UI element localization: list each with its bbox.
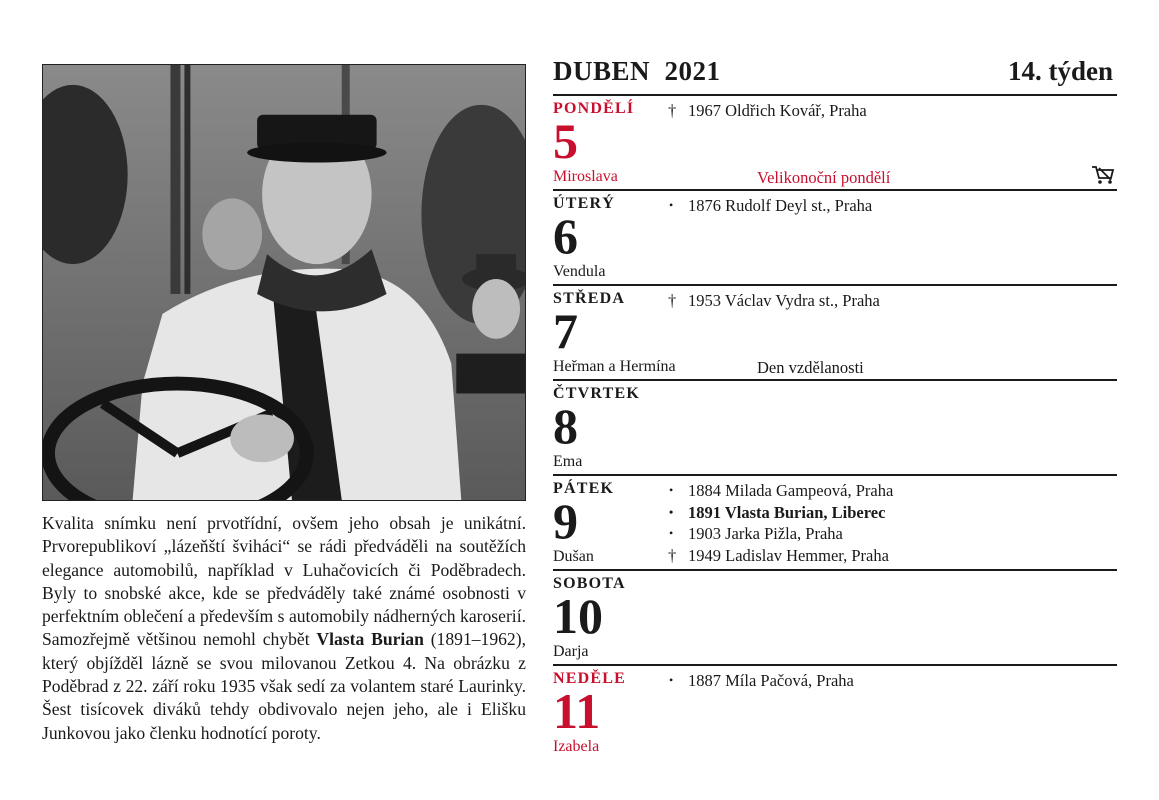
day-number: 5	[553, 113, 578, 169]
holiday-label: Den vzdělanosti	[757, 358, 864, 377]
week-calendar	[553, 56, 1117, 759]
nameday: Vendula	[553, 263, 606, 280]
day-number: 9	[553, 493, 578, 549]
nameday: Darja	[553, 643, 589, 660]
anniversary-list	[668, 480, 893, 566]
historical-photo	[42, 64, 526, 501]
caption-text-part2: (1891–1962), který objížděl lázně se svou milovanou Zetkou 4. Na obrázku z Poděbrad z 22. září roku 1935 však sedí za volantem staré Laurinky. Šest tisícovek diváků tehdy obdivovalo nejen jeho, ale i Elišku Junkovou jako členku hodnotící poroty.	[42, 629, 526, 743]
caption-text-part1: Kvalita snímku není prvotřídní, ovšem jeho obsah je unikátní. Prvorepublikoví „lázeňští šviháci“ se rádi předváděli na soutěžích elegance automobilů, například v Luhačovicích či Poděbradech. Byly to snobské akce, kde se předváděly také známé osobnosti v perfektním oblečení a především s automobily nádherných karoserií. Samozřejmě většinou nemohl chybět	[42, 513, 526, 650]
month-year: DUBEN 2021	[553, 56, 721, 86]
birth-dot-icon: •	[669, 673, 674, 687]
day-monday	[553, 96, 1117, 191]
day-thursday	[553, 381, 1117, 476]
death-cross-icon: †	[668, 101, 677, 120]
anniversary-text: 1967 Oldřich Kovář, Praha	[688, 101, 867, 120]
anniversary-item	[668, 670, 854, 692]
nameday: Dušan	[553, 548, 594, 565]
anniversary-list	[668, 290, 880, 312]
day-number: 10	[553, 588, 603, 644]
anniversary-text: 1884 Milada Gampeová, Praha	[688, 481, 894, 500]
anniversary-text: 1949 Ladislav Hemmer, Praha	[688, 545, 889, 565]
caption-highlight-name: Vlasta Burian	[316, 629, 424, 650]
day-name: PÁTEK	[553, 480, 615, 497]
nameday: Ema	[553, 453, 583, 470]
day-name: ČTVRTEK	[553, 385, 640, 402]
anniversary-list	[668, 100, 867, 122]
calendar-header	[553, 56, 1117, 96]
anniversary-text: 1887 Míla Pačová, Praha	[688, 671, 854, 690]
death-cross-icon: †	[668, 291, 677, 310]
day-name: STŘEDA	[553, 290, 626, 307]
nameday: Miroslava	[553, 168, 618, 185]
day-name: SOBOTA	[553, 575, 626, 592]
anniversary-item	[668, 523, 893, 545]
day-wednesday	[553, 286, 1117, 381]
birth-dot-icon: •	[669, 483, 674, 497]
day-number: 6	[553, 208, 578, 264]
anniversary-list	[668, 195, 872, 217]
day-sunday	[553, 666, 1117, 759]
anniversary-item	[668, 502, 893, 524]
anniversary-item	[668, 545, 893, 567]
week-number: 14. týden	[1007, 56, 1113, 86]
photo-illustration	[43, 65, 525, 500]
photo-caption	[42, 512, 526, 745]
day-name: NEDĚLE	[553, 670, 626, 687]
anniversary-text: 1876 Rudolf Deyl st., Praha	[688, 196, 873, 215]
anniversary-text: 1903 Jarka Pižla, Praha	[688, 524, 843, 543]
nameday: Izabela	[553, 738, 600, 755]
anniversary-item	[668, 290, 880, 312]
birth-dot-icon: •	[669, 526, 674, 540]
day-name: PONDĚLÍ	[553, 100, 635, 117]
holiday-label: Velikonoční pondělí	[757, 168, 891, 187]
day-number: 8	[553, 398, 578, 454]
anniversary-item	[668, 100, 867, 122]
anniversary-item	[668, 195, 872, 217]
day-tuesday	[553, 191, 1117, 286]
day-number: 7	[553, 303, 578, 359]
anniversary-text: 1891 Vlasta Burian, Liberec	[688, 502, 886, 522]
nameday: Heřman a Hermína	[553, 358, 676, 375]
cart-crossed-icon	[1091, 164, 1115, 186]
birth-dot-icon: •	[669, 504, 674, 519]
death-cross-icon: †	[668, 545, 677, 565]
anniversary-item	[668, 480, 893, 502]
day-friday	[553, 476, 1117, 571]
day-number: 11	[553, 683, 601, 739]
day-name: ÚTERÝ	[553, 195, 616, 212]
day-saturday	[553, 571, 1117, 666]
birth-dot-icon: •	[669, 198, 674, 212]
anniversary-text: 1953 Václav Vydra st., Praha	[688, 291, 880, 310]
anniversary-list	[668, 670, 854, 692]
